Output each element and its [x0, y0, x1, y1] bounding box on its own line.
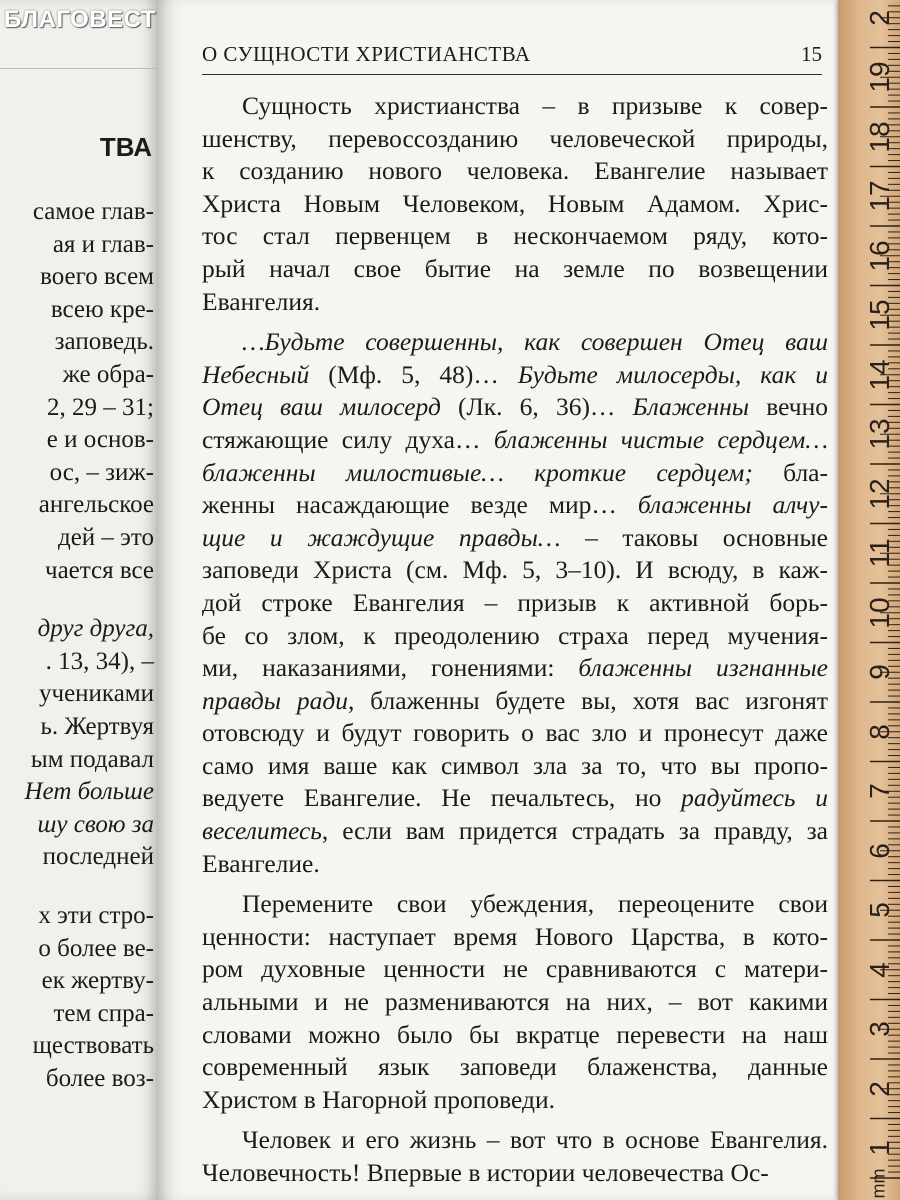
italic-span: блаженны чистые сердцем…: [493, 424, 828, 454]
ruler-number: 11: [864, 538, 895, 568]
left-page-line: 2, 29 – 31;: [47, 393, 154, 421]
ruler-number: 14: [864, 359, 895, 391]
italic-span: веселитесь: [202, 816, 322, 846]
left-page-line: ангельское: [38, 491, 154, 519]
text-line: [202, 620, 828, 653]
text-line: [202, 848, 828, 881]
text-span: словами можно было бы вкратце перевести на наш: [202, 1019, 828, 1049]
running-header: [202, 40, 822, 75]
left-page-line: же обра-: [62, 361, 154, 388]
text-line: [202, 986, 828, 1019]
text-span: Сущность христианства – в призыве к совер-: [242, 91, 828, 120]
text-line: [202, 489, 828, 522]
ruler-number: 3: [864, 1021, 895, 1038]
chapter-title: О СУЩНОСТИ ХРИСТИАНСТВА: [202, 42, 531, 66]
text-line: [202, 90, 828, 123]
text-span: (Лк. 6, 36)…: [440, 392, 633, 422]
left-page-line: чается все: [45, 556, 154, 584]
left-page-fragment: [0, 0, 158, 1200]
left-page-line: ществовать: [32, 1032, 154, 1060]
ruler-number: 5: [864, 902, 895, 919]
text-line: [202, 750, 828, 783]
text-span: к созданию нового человека. Евангелие называет: [202, 156, 828, 186]
text-line: [202, 815, 828, 848]
ruler-number: 10: [864, 597, 895, 629]
text-line: [202, 123, 828, 156]
ruler-number: 12: [864, 478, 895, 510]
italic-span: блаженны милостивые… кроткие сердцем;: [202, 457, 753, 487]
text-line: [202, 188, 828, 221]
left-page-line: тем спра-: [53, 999, 154, 1027]
text-line: [202, 1157, 828, 1190]
text-line: [202, 1084, 828, 1117]
text-line: [202, 685, 828, 718]
italic-span: щие и жаждущие правды…: [202, 522, 561, 552]
text-span: Евангелия.: [202, 286, 321, 316]
left-page-line: шу свою за: [37, 810, 154, 838]
left-page-line: ая и глав-: [52, 230, 154, 258]
italic-span: правды ради: [202, 685, 348, 715]
text-line: [202, 424, 828, 457]
text-line: [202, 782, 828, 815]
ruler-number: 2: [864, 1080, 895, 1097]
text-span: рый начал свое бытие на земле по возвещении: [202, 253, 828, 283]
italic-span: радуйтесь и: [681, 783, 829, 813]
text-span: современный язык заповеди блаженства, данные: [202, 1052, 828, 1082]
text-span: бе со злом, к преодолению страха перед мучения-: [202, 620, 828, 650]
text-line: [202, 220, 828, 253]
text-line: [202, 652, 828, 685]
ruler-number: 19: [864, 61, 895, 93]
left-page-line: Нет больше: [24, 778, 154, 806]
text-span: ведуете Евангелие. Не печальтесь, но: [202, 783, 682, 813]
italic-span: Отец ваш милосерд: [202, 392, 441, 422]
ruler-number: 8: [864, 723, 895, 740]
text-span: стяжающие силу духа…: [202, 424, 494, 454]
text-span: , если вам придется страдать за правду, за: [321, 816, 828, 846]
text-span: ром духовные ценности не сравниваются с матери-: [202, 954, 828, 984]
text-span: Евангелие.: [202, 848, 320, 878]
left-page-line: воего всем: [40, 263, 154, 291]
italic-span: Блаженны: [632, 392, 750, 422]
text-span: Христа Новым Человеком, Новым Адамом. Хрис-: [202, 188, 828, 218]
left-page-line: последней: [42, 843, 154, 871]
left-page-line: более воз-: [45, 1065, 154, 1092]
paragraph: [202, 90, 828, 318]
text-span: заповеди Христа (см. Мф. 5, 3–10). И всюду, в каж-: [202, 555, 828, 585]
left-page-line: дей – это: [57, 524, 154, 551]
ruler-number: 15: [864, 299, 895, 331]
text-line: [202, 1019, 828, 1052]
text-line: [202, 953, 828, 986]
text-line: [202, 587, 828, 620]
text-span: тос стал первенцем в нескончаемом ряду, кото-: [202, 221, 828, 251]
ruler-number: 4: [864, 961, 895, 978]
text-line: [202, 457, 828, 490]
ruler-number: 13: [864, 418, 895, 450]
left-page-line: ек жертву-: [41, 967, 154, 995]
text-line: [202, 286, 828, 319]
text-line: [202, 359, 828, 392]
text-span: ценности: наступает время Нового Царства, в кото-: [202, 921, 828, 951]
paragraph: [202, 326, 828, 880]
text-span: Человечность! Впервые в истории человечества Ос-: [202, 1158, 769, 1187]
left-page-line: всею кре-: [50, 295, 154, 323]
ruler-number: 6: [864, 842, 895, 859]
text-span: Перемените свои убеждения, переоцените свои: [242, 889, 828, 919]
paragraph: [202, 888, 828, 1116]
ruler-number: 17: [864, 180, 895, 212]
left-page-line: . 13, 34), –: [45, 647, 154, 675]
page-body: [202, 90, 828, 1198]
left-page-line: ь. Жертвуя: [40, 713, 154, 740]
left-page-line: заповедь.: [54, 328, 154, 356]
text-span: (Мф. 5, 48)…: [309, 359, 518, 389]
text-span: само имя ваше как символ зла за то, что вы пропо-: [202, 750, 828, 780]
ruler-number: 2: [864, 10, 895, 26]
ruler-number: 18: [864, 121, 895, 153]
italic-span: Небесный: [202, 359, 310, 389]
left-page-line: друг друга,: [37, 615, 154, 643]
text-line: [202, 1124, 828, 1157]
watermark-logo: БЛАГОВЕСТ: [4, 6, 157, 33]
italic-span: блаженны алчу-: [637, 490, 828, 520]
left-page-running-head: [0, 38, 158, 69]
text-line: [202, 326, 828, 359]
left-page-line: ым подавал: [30, 745, 154, 773]
text-span: – таковы основные: [560, 522, 829, 552]
text-span: женны насаждающие везде мир…: [202, 490, 638, 520]
left-page-line: ос, – зиж-: [49, 458, 154, 486]
left-page-line: е и основ-: [46, 426, 154, 454]
text-line: [202, 717, 828, 750]
text-line: [202, 155, 828, 188]
text-line: [202, 888, 828, 921]
book-page: [158, 0, 848, 1200]
text-line: [202, 522, 828, 555]
left-page-line: самое глав-: [32, 198, 154, 225]
italic-span: блаженны изгнанные: [578, 653, 828, 683]
wooden-ruler: [838, 0, 900, 1200]
ruler-number: 7: [864, 783, 895, 800]
text-span: шенству, перевоссозданию человеческой природы,: [202, 123, 828, 153]
ruler-number: 9: [864, 664, 895, 681]
text-line: [202, 1051, 828, 1084]
text-span: дой строке Евангелия – призыв к активной борь-: [202, 587, 828, 617]
text-span: , блаженны будете вы, хотя вас изгонят: [347, 685, 829, 715]
paragraph: [202, 1124, 828, 1189]
text-line: [202, 253, 828, 286]
text-span: бла-: [752, 457, 828, 487]
text-span: ми, наказаниями, гонениями:: [202, 653, 579, 683]
text-span: Человек и его жизнь – вот что в основе Евангелия.: [242, 1125, 828, 1155]
left-page-line: учениками: [39, 680, 154, 708]
italic-span: Будьте милосерды, как и: [517, 359, 828, 389]
text-line: [202, 554, 828, 587]
left-page-heading-fragment: ТВА: [99, 132, 152, 162]
text-span: Христом в Нагорной проповеди.: [202, 1084, 556, 1114]
ruler-unit-label: mm: [868, 1168, 889, 1199]
ruler-number: 16: [864, 240, 895, 272]
text-line: [202, 921, 828, 954]
italic-span: …Будьте совершенны, как совершен Отец ваш: [242, 327, 828, 357]
text-span: отовсюду и будут говорить о вас зло и пронесут даже: [202, 718, 828, 748]
text-span: вечно: [749, 392, 828, 422]
ruler-number: 1: [864, 1140, 895, 1157]
left-page-line: о более ве-: [38, 934, 154, 962]
text-line: [202, 391, 828, 424]
left-page-line: х эти стро-: [38, 902, 154, 929]
text-span: альными и не размениваются на них, – вот какими: [202, 987, 828, 1017]
page-number: 15: [801, 42, 822, 66]
